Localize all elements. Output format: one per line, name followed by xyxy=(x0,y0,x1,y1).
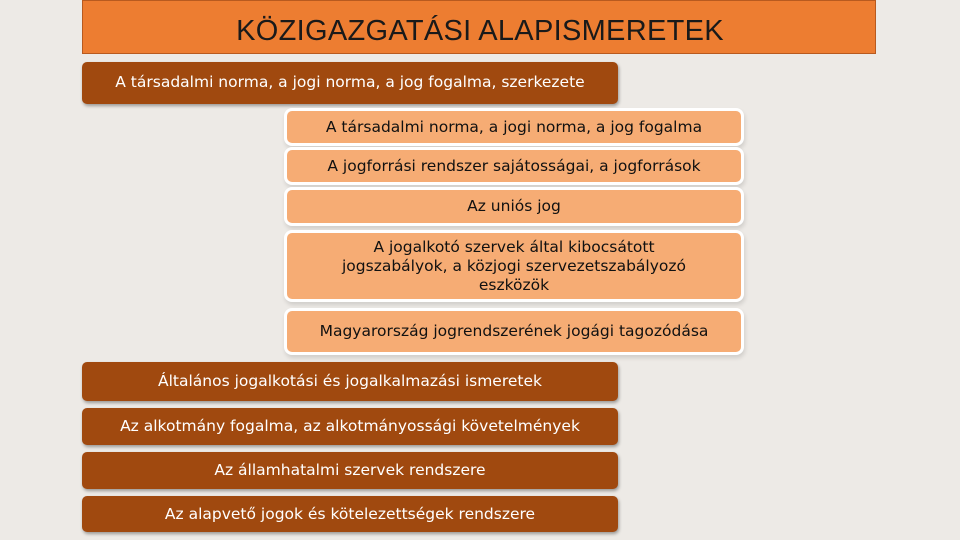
subtopic-box-2: A jogforrási rendszer sajátosságai, a jogforrások xyxy=(287,150,741,182)
page-title: KÖZIGAZGATÁSI ALAPISMERETEK xyxy=(236,14,724,47)
subtopic-box-4: A jogalkotó szervek által kibocsátott jogszabályok, a közjogi szervezetszabályozó eszközök xyxy=(287,233,741,299)
topic-box-4: Az államhatalmi szervek rendszere xyxy=(82,452,618,489)
subtopic-box-3: Az uniós jog xyxy=(287,190,741,223)
topic-box-1: A társadalmi norma, a jogi norma, a jog fogalma, szerkezete xyxy=(82,62,618,104)
subtopic-box-5: Magyarország jogrendszerének jogági tagozódása xyxy=(287,311,741,352)
topic-box-5: Az alapvető jogok és kötelezettségek rendszere xyxy=(82,496,618,532)
topic-box-3: Az alkotmány fogalma, az alkotmányossági követelmények xyxy=(82,408,618,445)
topic-box-2: Általános jogalkotási és jogalkalmazási ismeretek xyxy=(82,362,618,401)
subtopic-box-1: A társadalmi norma, a jogi norma, a jog fogalma xyxy=(287,111,741,143)
title-banner xyxy=(82,0,876,54)
